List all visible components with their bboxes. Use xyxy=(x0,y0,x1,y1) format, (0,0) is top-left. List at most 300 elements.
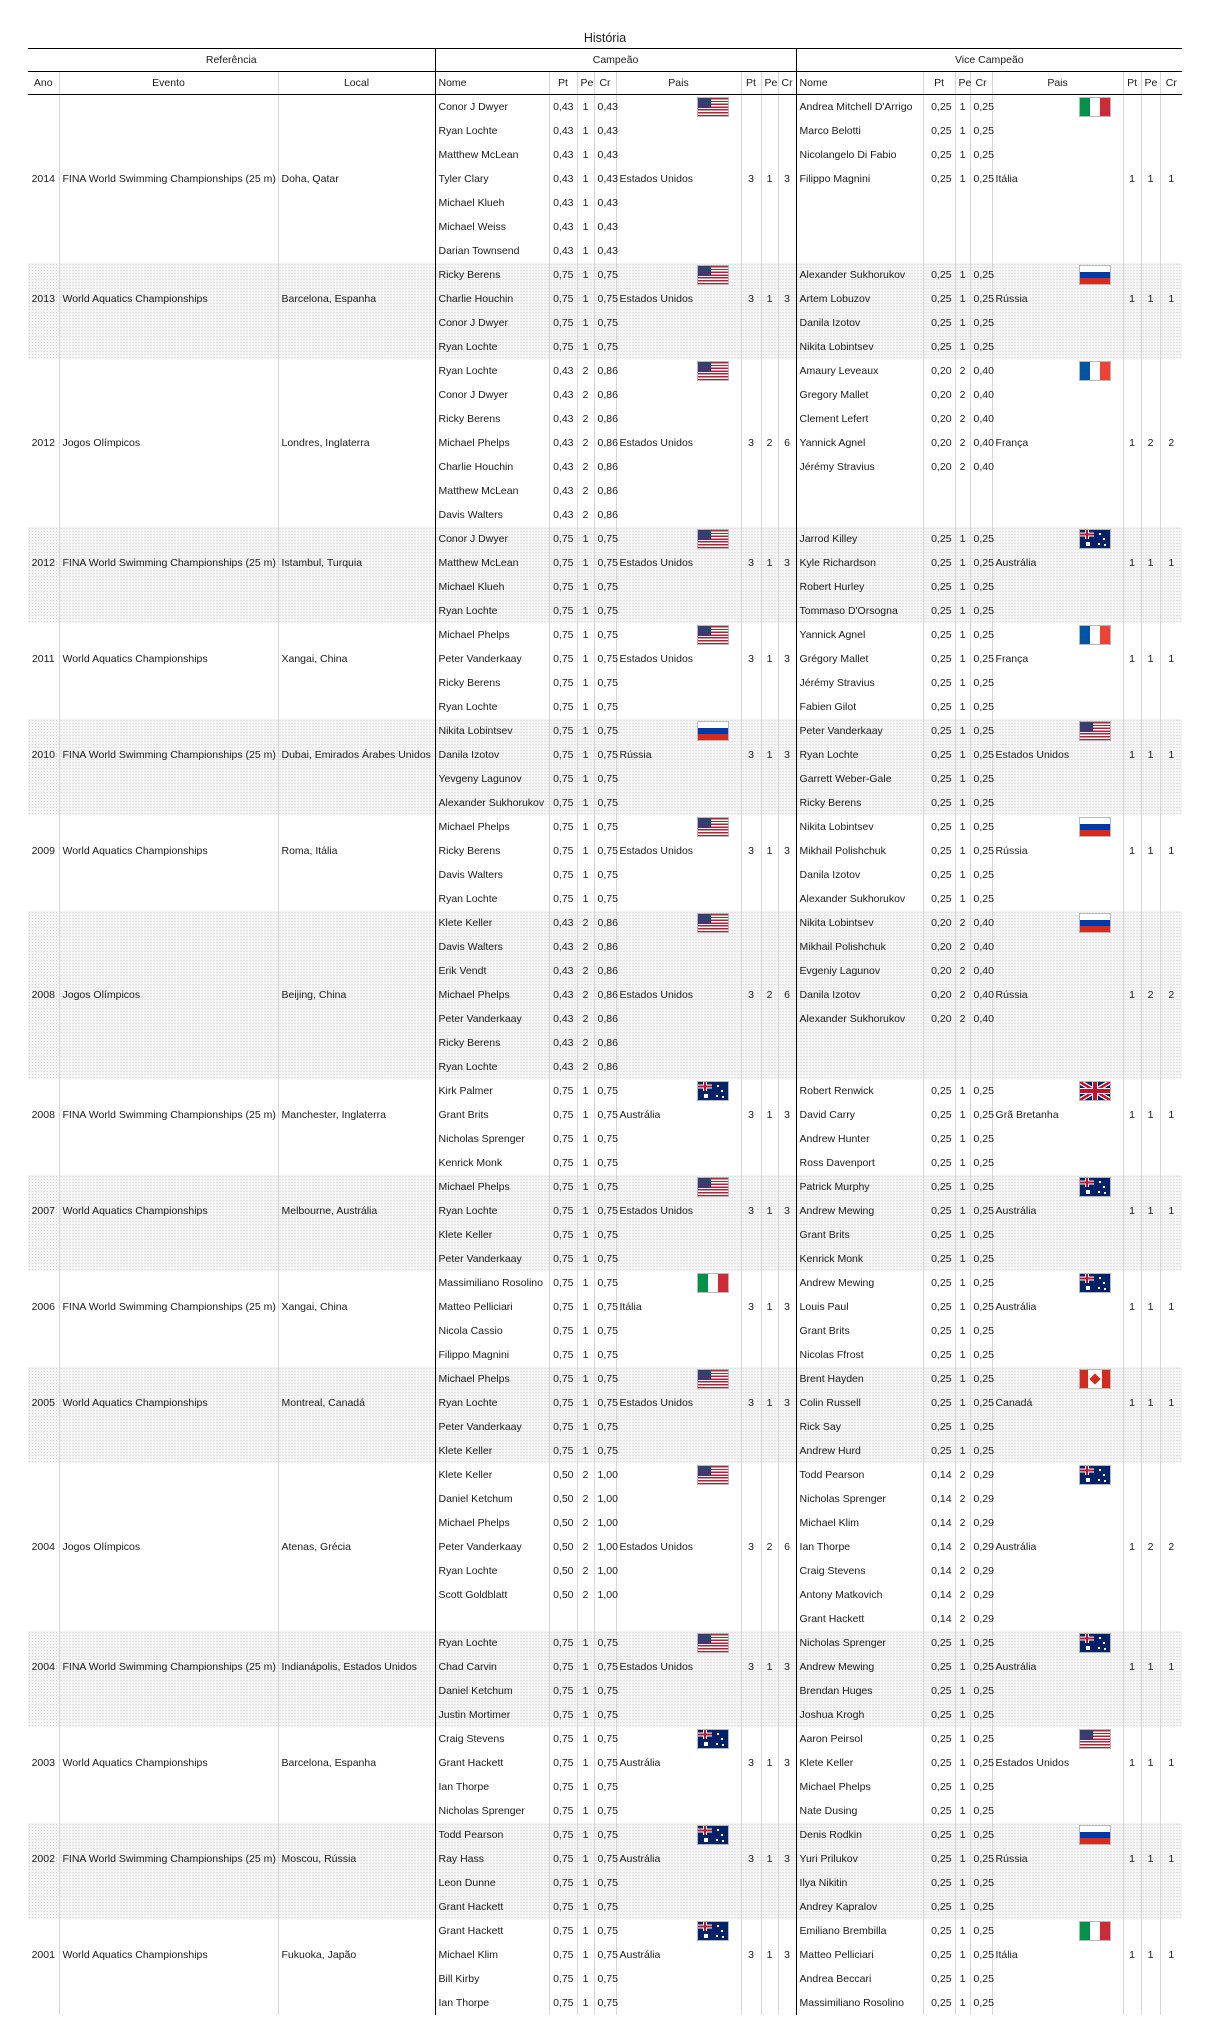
record-group xyxy=(28,911,1182,1079)
champion-team-pt xyxy=(741,1055,761,1079)
year-cell xyxy=(28,1967,59,1991)
champion-member-name: Ryan Lochte xyxy=(438,365,498,377)
vice-member-cr: 0,29 xyxy=(970,1583,992,1607)
champion-member-pe: 2 xyxy=(577,911,594,935)
vice-member-pe: 1 xyxy=(955,1271,970,1295)
vice-member-name: Brent Hayden xyxy=(796,1367,923,1391)
table-row xyxy=(28,1199,1182,1223)
champion-team-pe: 1 xyxy=(761,1103,778,1127)
champion-member-pt: 0,50 xyxy=(549,1583,577,1607)
vice-team-pt xyxy=(1123,1487,1141,1511)
location-cell xyxy=(278,671,435,695)
vice-country-cell xyxy=(992,359,1123,383)
champion-team-cr: 3 xyxy=(778,1103,796,1127)
year-cell: 2013 xyxy=(28,287,59,311)
vice-country-cell xyxy=(992,1319,1123,1343)
year-cell xyxy=(28,1367,59,1391)
vice-team-pt xyxy=(1123,335,1141,359)
champion-member-pt: 0,43 xyxy=(549,215,577,239)
champion-country-cell: Estados Unidos xyxy=(616,647,741,671)
vice-member-pt: 0,25 xyxy=(923,1919,955,1943)
col-vice-nome: Nome xyxy=(796,72,923,95)
champion-member-pe: 1 xyxy=(577,743,594,767)
vice-country-cell xyxy=(992,1127,1123,1151)
vice-member-pe: 2 xyxy=(955,1463,970,1487)
champion-member-name: Ricky Berens xyxy=(438,413,501,425)
vice-country-cell: Grã Bretanha xyxy=(992,1103,1123,1127)
champion-member-name: Michael Phelps xyxy=(435,983,549,1007)
champion-member-pe: 2 xyxy=(577,1007,594,1031)
vice-member-cr xyxy=(970,503,992,527)
vice-team-pe xyxy=(1141,1919,1160,1943)
vice-country-cell xyxy=(992,1055,1123,1079)
champion-member-pe: 2 xyxy=(577,479,594,503)
vice-member-name: Danila Izotov xyxy=(796,983,923,1007)
vice-team-pt: 1 xyxy=(1123,743,1141,767)
champion-member-name: Todd Pearson xyxy=(435,1823,549,1847)
vice-member-cr: 0,25 xyxy=(970,119,992,143)
champion-member-name: Filippo Magnini xyxy=(438,1349,510,1361)
vice-member-name: Ilya Nikitin xyxy=(796,1871,923,1895)
vice-country-cell xyxy=(992,767,1123,791)
champion-team-cr xyxy=(778,1463,796,1487)
champion-member-pe: 1 xyxy=(577,1727,594,1751)
champion-member-pt: 0,75 xyxy=(549,1199,577,1223)
location-cell xyxy=(278,1823,435,1847)
vice-country-cell xyxy=(992,1703,1123,1727)
vice-member-name: David Carry xyxy=(799,1109,855,1121)
vice-team-pe: 1 xyxy=(1141,1391,1160,1415)
vice-member-pe xyxy=(955,479,970,503)
vice-member-cr: 0,25 xyxy=(970,167,992,191)
vice-member-pt: 0,25 xyxy=(923,1415,955,1439)
vice-member-name: Evgeniy Lagunov xyxy=(796,959,923,983)
table-row xyxy=(28,287,1182,311)
vice-team-pt xyxy=(1123,215,1141,239)
vice-member-pt: 0,25 xyxy=(923,743,955,767)
event-cell xyxy=(59,335,278,359)
champion-team-pt xyxy=(741,767,761,791)
col-champ-cr: Cr xyxy=(594,72,616,95)
vice-country-cell xyxy=(992,791,1123,815)
vice-team-pe xyxy=(1141,527,1160,551)
champion-team-pt xyxy=(741,1967,761,1991)
vice-member-pe: 1 xyxy=(955,1367,970,1391)
champion-country-cell xyxy=(616,935,741,959)
champion-country-cell xyxy=(616,191,741,215)
vice-team-cr xyxy=(1160,503,1182,527)
champion-country-cell xyxy=(616,311,741,335)
vice-country-cell xyxy=(992,503,1123,527)
table-row xyxy=(28,1295,1182,1319)
champion-team-pe: 1 xyxy=(761,1943,778,1967)
vice-member-cr xyxy=(970,215,992,239)
vice-member-cr: 0,40 xyxy=(970,935,992,959)
vice-team-cr xyxy=(1160,1271,1182,1295)
champion-team-pt: 3 xyxy=(741,1751,761,1775)
champion-member-pt: 0,75 xyxy=(549,1871,577,1895)
champion-member-pt: 0,75 xyxy=(549,335,577,359)
vice-team-pt xyxy=(1123,1727,1141,1751)
table-row xyxy=(28,1535,1182,1559)
champion-member-cr: 0,86 xyxy=(594,911,616,935)
vice-member-name xyxy=(796,191,923,215)
event-cell: FINA World Swimming Championships (25 m) xyxy=(59,1655,278,1679)
champion-member-cr: 0,86 xyxy=(594,407,616,431)
vice-member-name: Nicholas Sprenger xyxy=(799,1493,886,1505)
vice-team-cr xyxy=(1160,1727,1182,1751)
page-title: História xyxy=(28,28,1182,49)
year-cell: 2002 xyxy=(28,1847,59,1871)
champion-member-cr: 0,75 xyxy=(594,1271,616,1295)
vice-member-cr: 0,25 xyxy=(970,1679,992,1703)
vice-member-pt: 0,25 xyxy=(923,1967,955,1991)
champion-member-cr: 0,75 xyxy=(594,1079,616,1103)
table-row xyxy=(28,407,1182,431)
champion-member-name: Alexander Sukhorukov xyxy=(435,791,549,815)
champion-member-pe: 2 xyxy=(577,1463,594,1487)
vice-member-cr: 0,40 xyxy=(970,1007,992,1031)
champion-member-cr: 0,75 xyxy=(594,1319,616,1343)
year-cell xyxy=(28,1031,59,1055)
vice-country-cell xyxy=(992,215,1123,239)
group-vice: Vice Campeão xyxy=(796,49,1182,72)
vice-team-pt: 1 xyxy=(1123,1943,1141,1967)
vice-member-pt: 0,25 xyxy=(923,863,955,887)
vice-member-cr: 0,25 xyxy=(970,311,992,335)
champion-team-cr xyxy=(778,1607,796,1631)
champion-country-cell: Estados Unidos xyxy=(616,551,741,575)
champion-team-pe xyxy=(761,1991,778,2015)
champion-member-name: Peter Vanderkaay xyxy=(435,1007,549,1031)
vice-team-pt xyxy=(1123,1223,1141,1247)
col-champ-pais: Pais xyxy=(616,72,741,95)
vice-member-pe: 1 xyxy=(955,1223,970,1247)
champion-country-cell: Estados Unidos xyxy=(616,287,741,311)
champion-team-pt xyxy=(741,1559,761,1583)
vice-team-cr xyxy=(1160,671,1182,695)
record-group xyxy=(28,1367,1182,1463)
champion-team-pe xyxy=(761,935,778,959)
champion-team-pe xyxy=(761,719,778,743)
location-cell: Barcelona, Espanha xyxy=(278,287,435,311)
champion-member-name: Klete Keller xyxy=(435,1439,549,1463)
vice-team-cr: 2 xyxy=(1160,1535,1182,1559)
vice-member-cr: 0,25 xyxy=(970,1799,992,1823)
location-cell: Fukuoka, Japão xyxy=(278,1943,435,1967)
vice-team-pe xyxy=(1141,791,1160,815)
event-cell xyxy=(59,1079,278,1103)
vice-team-pt xyxy=(1123,263,1141,287)
col-vice-pe: Pe xyxy=(955,72,970,95)
vice-team-pe xyxy=(1141,1463,1160,1487)
vice-team-cr xyxy=(1160,1007,1182,1031)
champion-team-cr xyxy=(778,1247,796,1271)
champion-team-pe xyxy=(761,1343,778,1367)
champion-member-name: Charlie Houchin xyxy=(438,461,514,473)
champion-team-cr: 6 xyxy=(778,983,796,1007)
vice-team-cr: 1 xyxy=(1160,647,1182,671)
champion-team-pt xyxy=(741,1631,761,1655)
vice-team-pt: 1 xyxy=(1123,431,1141,455)
vice-member-name: Nicolas Ffrost xyxy=(799,1349,864,1361)
champion-team-pt xyxy=(741,863,761,887)
vice-team-pe: 1 xyxy=(1141,1103,1160,1127)
vice-member-pe: 1 xyxy=(955,1943,970,1967)
location-cell xyxy=(278,815,435,839)
year-cell xyxy=(28,1247,59,1271)
champion-team-pe xyxy=(761,383,778,407)
vice-member-name: Grant Brits xyxy=(799,1325,850,1337)
champion-member-pe: 2 xyxy=(577,1487,594,1511)
champion-member-cr: 0,43 xyxy=(594,95,616,120)
champion-team-pe xyxy=(761,1439,778,1463)
event-cell xyxy=(59,1727,278,1751)
champion-member-pe: 1 xyxy=(577,1799,594,1823)
vice-team-pt xyxy=(1123,1583,1141,1607)
champion-team-cr xyxy=(778,455,796,479)
event-cell xyxy=(59,1415,278,1439)
table-row xyxy=(28,647,1182,671)
vice-member-cr: 0,29 xyxy=(970,1559,992,1583)
vice-country-cell xyxy=(992,1727,1123,1751)
vice-member-pe: 2 xyxy=(955,1511,970,1535)
location-cell xyxy=(278,191,435,215)
event-cell xyxy=(59,1151,278,1175)
vice-team-cr xyxy=(1160,623,1182,647)
champion-team-cr xyxy=(778,119,796,143)
champion-country-cell xyxy=(616,1343,741,1367)
champion-team-cr xyxy=(778,959,796,983)
vice-country-cell xyxy=(992,1463,1123,1487)
event-cell: FINA World Swimming Championships (25 m) xyxy=(59,1103,278,1127)
flag-can-icon xyxy=(1080,1370,1110,1388)
vice-country-cell xyxy=(992,1415,1123,1439)
vice-member-pt: 0,25 xyxy=(923,767,955,791)
location-cell xyxy=(278,1607,435,1631)
champion-team-pe xyxy=(761,1607,778,1631)
year-cell: 2004 xyxy=(31,1541,55,1553)
champion-member-cr: 0,75 xyxy=(594,1871,616,1895)
champion-team-pt xyxy=(741,383,761,407)
champion-member-name: Grant Hackett xyxy=(438,1925,504,1937)
vice-team-pe: 1 xyxy=(1141,551,1160,575)
record-group xyxy=(28,1079,1182,1175)
champion-team-pt: 3 xyxy=(741,1103,761,1127)
table-row xyxy=(28,1559,1182,1583)
vice-member-pt: 0,20 xyxy=(923,431,955,455)
champion-team-cr xyxy=(778,263,796,287)
table-row xyxy=(28,1463,1182,1487)
champion-member-pt: 0,75 xyxy=(549,1319,577,1343)
location-cell xyxy=(278,1367,435,1391)
vice-team-pt xyxy=(1123,383,1141,407)
vice-team-cr xyxy=(1160,1559,1182,1583)
vice-team-pe xyxy=(1141,1679,1160,1703)
table-row xyxy=(28,143,1182,167)
vice-team-pe xyxy=(1141,503,1160,527)
vice-member-pt: 0,25 xyxy=(923,1727,955,1751)
vice-team-pe xyxy=(1141,1175,1160,1199)
vice-member-name: Andrea Beccari xyxy=(799,1973,872,1985)
group-header-row xyxy=(28,49,1182,72)
vice-member-cr xyxy=(970,239,992,263)
vice-member-pe: 1 xyxy=(955,1247,970,1271)
location-cell: Xangai, China xyxy=(278,1295,435,1319)
vice-team-cr xyxy=(1160,1343,1182,1367)
champion-country-cell xyxy=(616,575,741,599)
vice-team-pe xyxy=(1141,1631,1160,1655)
vice-team-cr xyxy=(1160,1991,1182,2015)
vice-team-pe xyxy=(1141,863,1160,887)
vice-team-cr xyxy=(1160,1175,1182,1199)
champion-member-pt: 0,75 xyxy=(549,863,577,887)
vice-team-cr xyxy=(1160,239,1182,263)
champion-member-pe: 1 xyxy=(577,1631,594,1655)
event-cell xyxy=(59,887,278,911)
event-cell: Jogos Olímpicos xyxy=(59,983,278,1007)
table-row xyxy=(28,1847,1182,1871)
vice-country-cell xyxy=(992,527,1123,551)
event-cell xyxy=(59,95,278,120)
location-cell xyxy=(278,1775,435,1799)
vice-team-cr: 1 xyxy=(1160,743,1182,767)
col-champ-team-pe: Pe xyxy=(761,72,778,95)
vice-member-cr: 0,25 xyxy=(970,527,992,551)
vice-member-cr: 0,25 xyxy=(970,1295,992,1319)
champion-member-cr: 0,75 xyxy=(594,1943,616,1967)
vice-team-pe xyxy=(1141,1079,1160,1103)
champion-member-cr: 0,86 xyxy=(594,479,616,503)
vice-member-pe: 1 xyxy=(955,575,970,599)
champion-team-pe: 1 xyxy=(761,839,778,863)
event-cell xyxy=(59,815,278,839)
champion-team-pe xyxy=(761,863,778,887)
champion-member-pt: 0,75 xyxy=(549,1367,577,1391)
vice-team-cr xyxy=(1160,695,1182,719)
champion-member-cr: 0,75 xyxy=(594,1223,616,1247)
vice-team-pt xyxy=(1123,887,1141,911)
vice-team-cr xyxy=(1160,719,1182,743)
champion-member-name: Tyler Clary xyxy=(438,173,489,185)
champion-member-cr: 0,75 xyxy=(594,1103,616,1127)
vice-team-pe xyxy=(1141,695,1160,719)
flag-fra-icon xyxy=(1080,362,1110,380)
vice-team-pe xyxy=(1141,1511,1160,1535)
year-cell: 2014 xyxy=(31,173,55,185)
vice-member-pe: 1 xyxy=(955,1679,970,1703)
champion-member-cr: 1,00 xyxy=(594,1487,616,1511)
location-cell xyxy=(278,215,435,239)
vice-member-pe: 1 xyxy=(955,1391,970,1415)
vice-country-cell xyxy=(992,95,1123,120)
champion-member-name xyxy=(435,1607,549,1631)
location-cell xyxy=(278,1151,435,1175)
location-cell xyxy=(278,1895,435,1919)
champion-team-cr xyxy=(778,1895,796,1919)
vice-team-cr: 2 xyxy=(1160,983,1182,1007)
vice-team-cr xyxy=(1160,359,1182,383)
vice-member-cr: 0,25 xyxy=(970,719,992,743)
vice-team-cr xyxy=(1160,1079,1182,1103)
location-cell xyxy=(278,599,435,623)
col-champ-team-cr: Cr xyxy=(778,72,796,95)
vice-member-cr: 0,40 xyxy=(970,407,992,431)
year-cell xyxy=(28,1679,59,1703)
champion-member-pt: 0,75 xyxy=(549,1271,577,1295)
champion-member-name: Grant Brits xyxy=(438,1109,489,1121)
vice-country-cell xyxy=(992,407,1123,431)
champion-team-pt xyxy=(741,1679,761,1703)
table-row xyxy=(28,1319,1182,1343)
vice-member-pt: 0,25 xyxy=(923,791,955,815)
table-row xyxy=(28,1919,1182,1943)
flag-aus-icon xyxy=(1080,1178,1110,1196)
year-cell: 2012 xyxy=(28,551,59,575)
vice-member-pe: 1 xyxy=(955,1151,970,1175)
vice-member-pe: 1 xyxy=(955,95,970,120)
champion-team-pt xyxy=(741,1415,761,1439)
table-row xyxy=(28,95,1182,120)
champion-member-cr: 0,75 xyxy=(594,1775,616,1799)
champion-team-cr xyxy=(778,575,796,599)
vice-member-cr: 0,25 xyxy=(970,743,992,767)
champion-team-pt xyxy=(741,671,761,695)
year-cell: 2001 xyxy=(31,1949,55,1961)
col-local: Local xyxy=(278,72,435,95)
vice-country-cell xyxy=(992,1439,1123,1463)
champion-team-cr xyxy=(778,671,796,695)
vice-member-pe xyxy=(955,503,970,527)
flag-aus-icon xyxy=(1080,1466,1110,1484)
champion-country-cell xyxy=(616,143,741,167)
vice-team-pe xyxy=(1141,1823,1160,1847)
champion-member-name: Peter Vanderkaay xyxy=(435,1415,549,1439)
champion-country-cell xyxy=(616,527,741,551)
champion-team-pt xyxy=(741,479,761,503)
champion-member-pe: 2 xyxy=(577,935,594,959)
champion-member-pt: 0,43 xyxy=(549,95,577,120)
vice-member-name: Fabien Gilot xyxy=(799,701,857,713)
flag-ita-icon xyxy=(1080,98,1110,116)
champion-member-pt: 0,75 xyxy=(549,1343,577,1367)
vice-member-name: Mikhail Polishchuk xyxy=(796,935,923,959)
year-cell xyxy=(28,575,59,599)
champion-team-pe xyxy=(761,1967,778,1991)
champion-team-pt: 3 xyxy=(741,551,761,575)
year-cell: 2011 xyxy=(31,653,55,665)
table-row xyxy=(28,359,1182,383)
vice-country-cell xyxy=(992,1919,1123,1943)
year-cell: 2003 xyxy=(31,1757,55,1769)
event-cell xyxy=(59,1607,278,1631)
vice-team-pt xyxy=(1123,1367,1141,1391)
table-row xyxy=(28,1511,1182,1535)
champion-team-pe xyxy=(761,1511,778,1535)
vice-member-pe xyxy=(955,215,970,239)
champion-member-pe: 2 xyxy=(577,1511,594,1535)
event-cell xyxy=(59,1247,278,1271)
champion-team-pe xyxy=(761,1631,778,1655)
champion-team-cr xyxy=(778,215,796,239)
vice-country-cell xyxy=(992,935,1123,959)
col-ano: Ano xyxy=(28,72,59,95)
year-cell xyxy=(28,1271,59,1295)
champion-country-cell: Estados Unidos xyxy=(616,839,741,863)
champion-team-cr: 6 xyxy=(778,1535,796,1559)
vice-member-cr: 0,25 xyxy=(970,599,992,623)
champion-member-pe: 1 xyxy=(577,239,594,263)
